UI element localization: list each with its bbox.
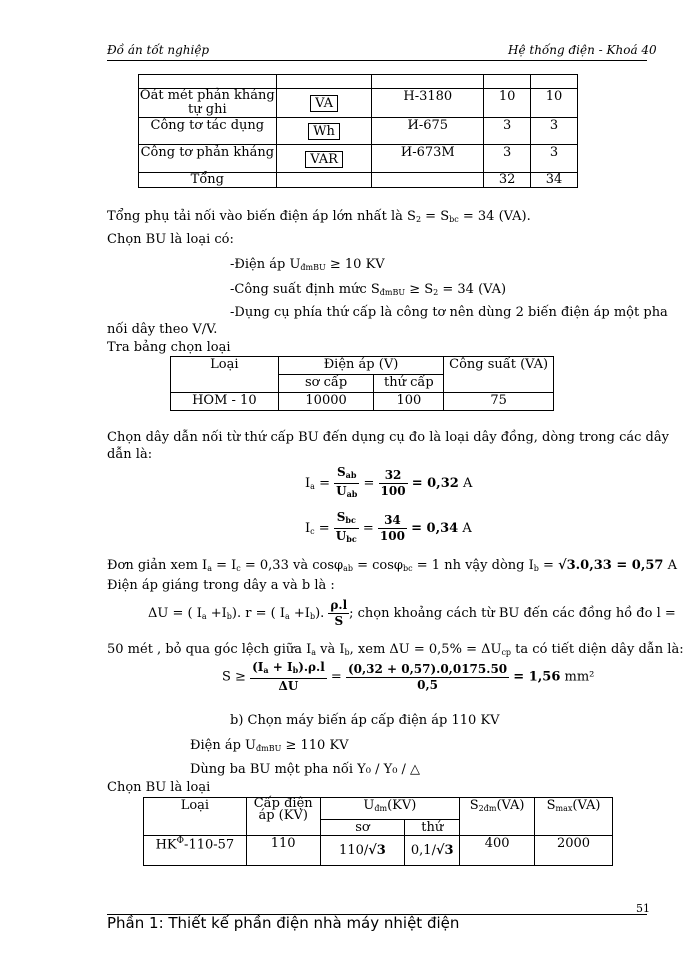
formula-ic: $I_c$ = $\frac{S_{bc}}{U_{bc}}$ = $\frac{34}{100}$ = 0,34 A	[305, 510, 472, 544]
wire-choice-line2: dẫn là:	[107, 447, 153, 462]
instrument-table	[138, 74, 578, 188]
table-row: Công tơ phản kháng VAR И-673M 3 3	[139, 145, 578, 173]
section-b-heading: b) Chọn máy biến áp cấp điện áp 110 KV	[230, 713, 500, 728]
delta-u-line: ΔU = ( $I_a +I_b$). r = ( $I_a +I_b$). $\frac{\rho.l}{S}$ ; chọn khoảng cách từ BU đến các đồng hồ đo l =	[148, 598, 676, 628]
table-row	[139, 75, 578, 89]
table-row: $HK^\Phi-110-57$ 110 110/√3 0,1/√3 400 2000	[144, 836, 613, 866]
v110-line: Điện áp $U_{đmBU} \ge 110$ KV	[190, 738, 349, 753]
choose-bu2-line: Chọn BU là loại	[107, 780, 211, 795]
formula-ia: $I_a$ = $\frac{S_{ab}}{U_{ab}}$ = $\frac{32}{100}$ = 0,32 A	[305, 465, 473, 499]
footer-text: Phần 1: Thiết kế phần điện nhà máy nhiệt điện	[107, 914, 460, 932]
table-row: Tổng 32 34	[139, 173, 578, 188]
table-row: Loại Điện áp (V) Công suất (VA)	[171, 357, 554, 375]
voltage-requirement: -Điện áp $U_{đmBU} \ge 10$ KV	[230, 257, 385, 272]
bu-10kv-table	[170, 356, 554, 411]
table-row: sơ cấp thứ cấp	[171, 375, 554, 393]
power-requirement: -Công suất định mức $S_{đmBU} \ge S_2 = 34$ (VA)	[230, 282, 507, 297]
simplify-line: Đơn giản xem $I_a = I_c = 0,33$ và cosφ$_{ab}$ = cosφ$_{bc}$ = 1 nh vậy dòng $I_b = √3.0,33 = 0,57$ A	[107, 558, 677, 573]
instrument-line: -Dụng cụ phía thứ cấp là công tơ nên dùng 2 biến điện áp một pha	[230, 305, 668, 320]
choose-bu-line: Chọn BU là loại có:	[107, 232, 234, 247]
bu-110kv-table	[143, 797, 613, 866]
table-row: HOM - 10 10000 100 75	[171, 393, 554, 411]
header-right: Hệ thống điện - Khoá 40	[508, 43, 657, 57]
drop-intro: Điện áp giáng trong dây a và b là :	[107, 578, 335, 593]
cross-section-formula: S ≥ $\frac{(I_a + I_b).\rho.l}{\Delta U}$ = $\frac{(0,32 + 0,57).0,0175.50}{0,5}$ = 1,56 mm²	[222, 660, 595, 693]
table-row: Loại Cấp điện áp (KV) $U_{đm}(KV)$ $S_{2đm}(VA)$ $S_{max}(VA)$	[144, 798, 613, 820]
page-number: 51	[636, 902, 650, 915]
wire-choice-line1: Chọn dây dẫn nối từ thứ cấp BU đến dụng cụ đo là loại dây đồng, dòng trong các dây	[107, 430, 669, 445]
table-row: Oát mét phản kháng tự ghi VA H-3180 10 10	[139, 89, 578, 118]
distance-line: 50 mét , bỏ qua góc lệch giữa $I_a$ và $I_b$, xem $\Delta U = 0,5\% = \Delta U_{cp}$ ta có tiết diện dây dẫn là:	[107, 642, 684, 657]
table-row: Công tơ tác dụng Wh И-675 3 3	[139, 118, 578, 145]
header-left: Đồ án tốt nghiệp	[107, 43, 210, 57]
wiring-line: nối dây theo V/V.	[107, 322, 218, 337]
lookup-line: Tra bảng chọn loại	[107, 340, 231, 355]
table-row: sơ thứ	[144, 820, 613, 836]
three-bu-line: Dùng ba BU một pha nối Y₀ / Y₀ / △	[190, 762, 421, 777]
total-load-line: Tổng phụ tải nối vào biến điện áp lớn nhất là $S_2 = S_{bc} = 34$ (VA).	[107, 209, 531, 224]
header-rule	[107, 60, 647, 61]
